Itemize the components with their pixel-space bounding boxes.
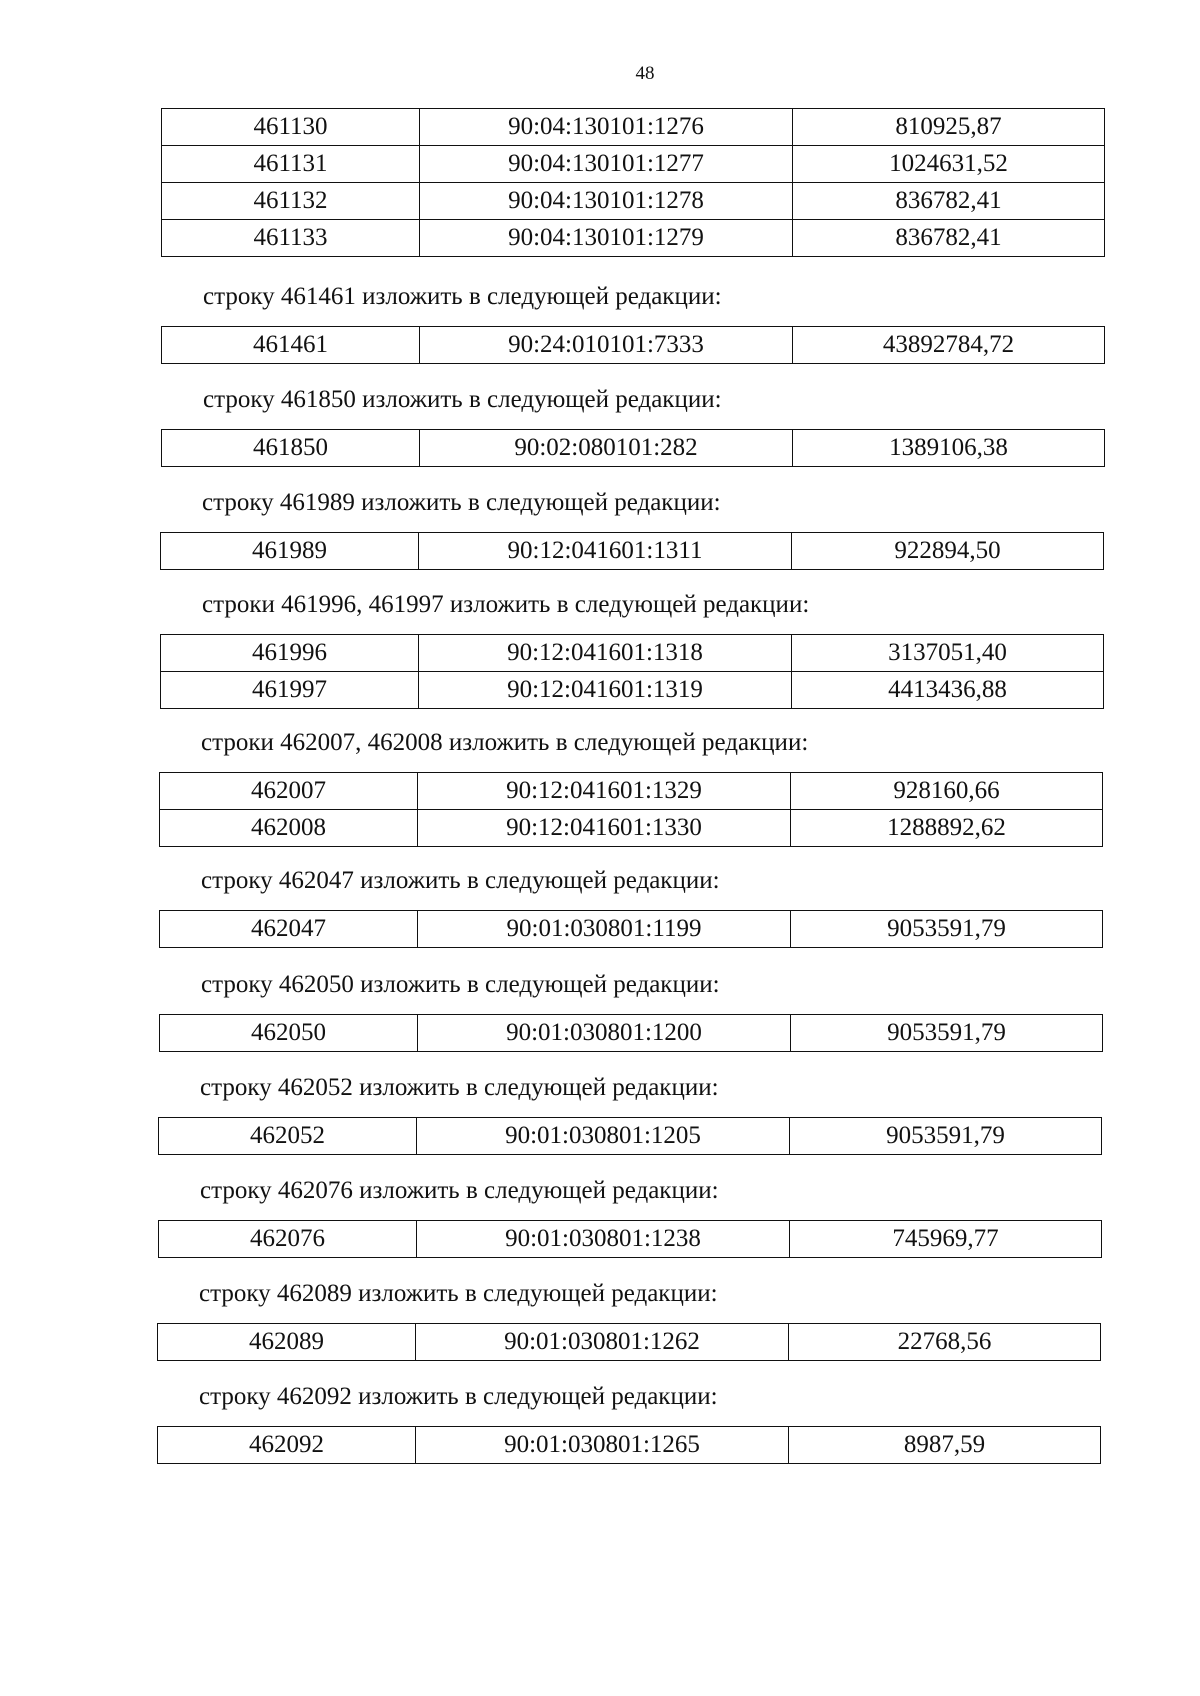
table-row bbox=[159, 1221, 1102, 1258]
row-number-cell: 462050 bbox=[160, 1015, 418, 1052]
cadastral-number-cell: 90:01:030801:1265 bbox=[416, 1427, 789, 1464]
table-row bbox=[162, 183, 1105, 220]
row-number-cell: 461131 bbox=[162, 146, 420, 183]
amendment-table bbox=[158, 1117, 1102, 1155]
row-number-cell: 462089 bbox=[158, 1324, 416, 1361]
cadastral-number-cell: 90:02:080101:282 bbox=[420, 430, 793, 467]
amendment-table-body bbox=[158, 1427, 1101, 1464]
cadastral-number-cell: 90:01:030801:1200 bbox=[418, 1015, 791, 1052]
first-table bbox=[161, 108, 1105, 257]
value-cell: 3137051,40 bbox=[792, 635, 1104, 672]
row-number-cell: 462076 bbox=[159, 1221, 417, 1258]
first-table-block bbox=[161, 108, 1104, 257]
table-row bbox=[162, 327, 1105, 364]
amendment-table bbox=[157, 1426, 1101, 1464]
amendment-table bbox=[161, 429, 1105, 467]
table-row bbox=[159, 1118, 1102, 1155]
amendment-section bbox=[160, 590, 1103, 709]
amendment-heading: строку 462076 изложить в следующей редакции: bbox=[200, 1177, 719, 1204]
amendment-heading: строку 461989 изложить в следующей редакции: bbox=[202, 489, 721, 516]
table-row bbox=[160, 1015, 1103, 1052]
row-number-cell: 461997 bbox=[161, 672, 419, 709]
amendment-heading: строку 462047 изложить в следующей редакции: bbox=[201, 867, 720, 894]
first-table-body bbox=[162, 109, 1105, 257]
row-number-cell: 462092 bbox=[158, 1427, 416, 1464]
amendment-table-body bbox=[158, 1324, 1101, 1361]
amendment-section bbox=[161, 282, 1104, 364]
amendment-section bbox=[157, 1382, 1100, 1464]
value-cell: 1389106,38 bbox=[793, 430, 1105, 467]
amendment-section bbox=[157, 1279, 1100, 1361]
amendment-table bbox=[159, 910, 1103, 948]
row-number-cell: 461461 bbox=[162, 327, 420, 364]
value-cell: 43892784,72 bbox=[793, 327, 1105, 364]
amendment-table bbox=[160, 634, 1104, 709]
row-number-cell: 462008 bbox=[160, 810, 418, 847]
value-cell: 928160,66 bbox=[791, 773, 1103, 810]
cadastral-number-cell: 90:01:030801:1238 bbox=[417, 1221, 790, 1258]
amendment-heading: строку 462089 изложить в следующей редакции: bbox=[199, 1280, 718, 1307]
cadastral-number-cell: 90:04:130101:1279 bbox=[420, 220, 793, 257]
value-cell: 9053591,79 bbox=[791, 911, 1103, 948]
table-row bbox=[158, 1427, 1101, 1464]
table-row bbox=[161, 672, 1104, 709]
amendment-table-body bbox=[159, 1118, 1102, 1155]
amendment-section bbox=[158, 1073, 1101, 1155]
value-cell: 836782,41 bbox=[793, 183, 1105, 220]
cadastral-number-cell: 90:01:030801:1262 bbox=[416, 1324, 789, 1361]
page-number: 48 bbox=[635, 63, 655, 84]
amendment-section bbox=[158, 1176, 1101, 1258]
cadastral-number-cell: 90:04:130101:1277 bbox=[420, 146, 793, 183]
table-row bbox=[161, 635, 1104, 672]
amendment-heading: строку 461850 изложить в следующей редакции: bbox=[203, 386, 722, 413]
amendment-section bbox=[159, 866, 1102, 948]
table-row bbox=[160, 911, 1103, 948]
row-number-cell: 461996 bbox=[161, 635, 419, 672]
cadastral-number-cell: 90:12:041601:1311 bbox=[419, 533, 792, 570]
amendment-table bbox=[159, 772, 1103, 847]
table-row bbox=[158, 1324, 1101, 1361]
cadastral-number-cell: 90:12:041601:1319 bbox=[419, 672, 792, 709]
amendment-section bbox=[161, 385, 1104, 467]
table-row bbox=[160, 810, 1103, 847]
table-row bbox=[160, 773, 1103, 810]
amendment-table-body bbox=[159, 1221, 1102, 1258]
value-cell: 836782,41 bbox=[793, 220, 1105, 257]
amendment-section bbox=[159, 970, 1102, 1052]
amendment-table-body bbox=[161, 533, 1104, 570]
amendment-table-body bbox=[162, 327, 1105, 364]
table-row bbox=[162, 109, 1105, 146]
cadastral-number-cell: 90:12:041601:1318 bbox=[419, 635, 792, 672]
row-number-cell: 461132 bbox=[162, 183, 420, 220]
amendment-section bbox=[160, 488, 1103, 570]
row-number-cell: 462007 bbox=[160, 773, 418, 810]
table-row bbox=[162, 430, 1105, 467]
amendment-heading: строку 461461 изложить в следующей редакции: bbox=[203, 283, 722, 310]
row-number-cell: 462052 bbox=[159, 1118, 417, 1155]
value-cell: 922894,50 bbox=[792, 533, 1104, 570]
value-cell: 4413436,88 bbox=[792, 672, 1104, 709]
cadastral-number-cell: 90:04:130101:1278 bbox=[420, 183, 793, 220]
row-number-cell: 461133 bbox=[162, 220, 420, 257]
amendment-table-body bbox=[162, 430, 1105, 467]
amendment-table bbox=[157, 1323, 1101, 1361]
amendment-table bbox=[160, 532, 1104, 570]
cadastral-number-cell: 90:01:030801:1205 bbox=[417, 1118, 790, 1155]
value-cell: 9053591,79 bbox=[790, 1118, 1102, 1155]
amendment-table-body bbox=[160, 1015, 1103, 1052]
amendment-heading: строки 461996, 461997 изложить в следующей редакции: bbox=[202, 591, 810, 618]
cadastral-number-cell: 90:24:010101:7333 bbox=[420, 327, 793, 364]
amendment-heading: строки 462007, 462008 изложить в следующей редакции: bbox=[201, 729, 809, 756]
row-number-cell: 461989 bbox=[161, 533, 419, 570]
value-cell: 745969,77 bbox=[790, 1221, 1102, 1258]
amendment-table-body bbox=[161, 635, 1104, 709]
amendment-heading: строку 462092 изложить в следующей редакции: bbox=[199, 1383, 718, 1410]
row-number-cell: 461130 bbox=[162, 109, 420, 146]
row-number-cell: 461850 bbox=[162, 430, 420, 467]
value-cell: 8987,59 bbox=[789, 1427, 1101, 1464]
cadastral-number-cell: 90:04:130101:1276 bbox=[420, 109, 793, 146]
table-row bbox=[162, 146, 1105, 183]
amendment-table-body bbox=[160, 911, 1103, 948]
value-cell: 810925,87 bbox=[793, 109, 1105, 146]
amendment-table-body bbox=[160, 773, 1103, 847]
amendment-heading: строку 462050 изложить в следующей редакции: bbox=[201, 971, 720, 998]
row-number-cell: 462047 bbox=[160, 911, 418, 948]
cadastral-number-cell: 90:01:030801:1199 bbox=[418, 911, 791, 948]
value-cell: 1024631,52 bbox=[793, 146, 1105, 183]
cadastral-number-cell: 90:12:041601:1330 bbox=[418, 810, 791, 847]
value-cell: 1288892,62 bbox=[791, 810, 1103, 847]
amendment-table bbox=[158, 1220, 1102, 1258]
value-cell: 9053591,79 bbox=[791, 1015, 1103, 1052]
cadastral-number-cell: 90:12:041601:1329 bbox=[418, 773, 791, 810]
table-row bbox=[161, 533, 1104, 570]
amendment-table bbox=[159, 1014, 1103, 1052]
amendment-heading: строку 462052 изложить в следующей редакции: bbox=[200, 1074, 719, 1101]
table-row bbox=[162, 220, 1105, 257]
amendment-section bbox=[159, 728, 1102, 847]
amendment-table bbox=[161, 326, 1105, 364]
value-cell: 22768,56 bbox=[789, 1324, 1101, 1361]
